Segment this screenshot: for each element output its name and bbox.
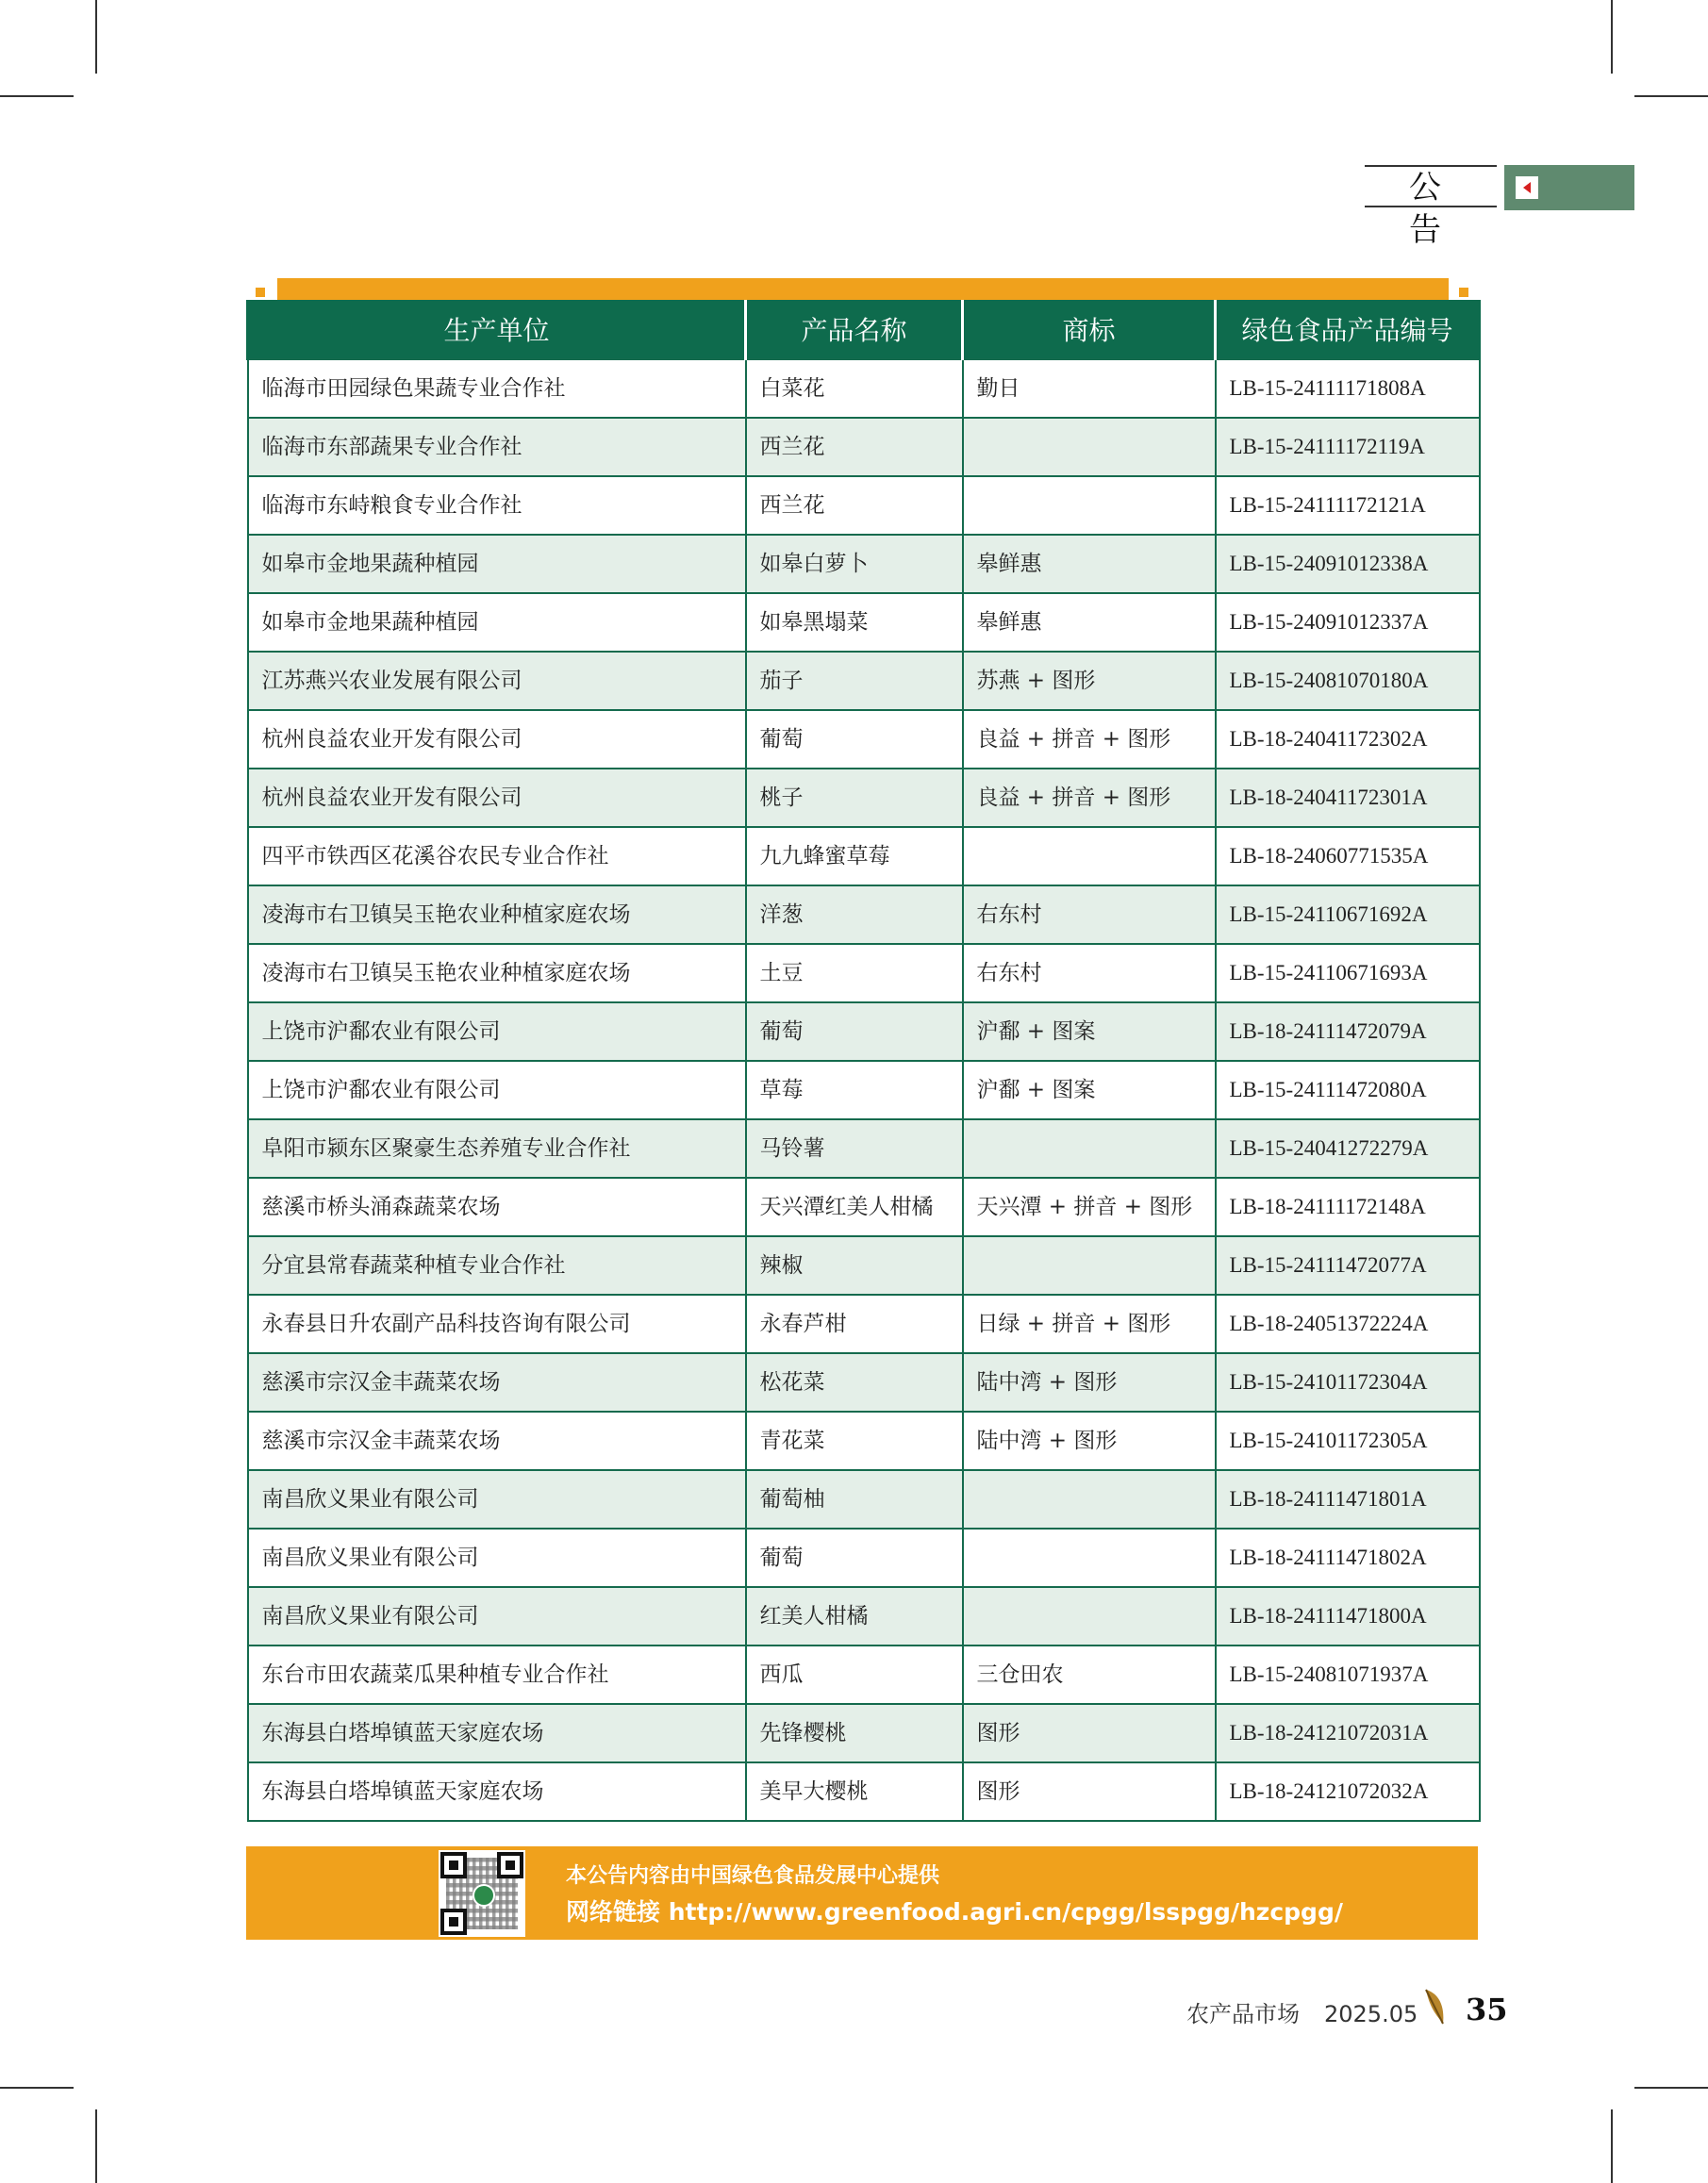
- header-product: 产品名称: [746, 300, 963, 359]
- cell-producer: 慈溪市宗汉金丰蔬菜农场: [248, 1353, 746, 1412]
- cell-product: 西兰花: [746, 476, 963, 535]
- cell-code: LB-15-24081070180A: [1216, 652, 1480, 710]
- cell-code: LB-18-24121072031A: [1216, 1704, 1480, 1762]
- cell-producer: 四平市铁西区花溪谷农民专业合作社: [248, 827, 746, 885]
- cell-product: 美早大樱桃: [746, 1762, 963, 1821]
- cell-product: 如皋白萝卜: [746, 535, 963, 593]
- table-row: [248, 1236, 1480, 1295]
- cell-product: 先锋樱桃: [746, 1704, 963, 1762]
- table-row: [248, 1470, 1480, 1529]
- cell-product: 九九蜂蜜草莓: [746, 827, 963, 885]
- table-row: [248, 885, 1480, 944]
- crop-mark: [0, 2087, 74, 2089]
- cell-producer: 东海县白塔埠镇蓝天家庭农场: [248, 1704, 746, 1762]
- cell-producer: 阜阳市颍东区聚豪生态养殖专业合作社: [248, 1119, 746, 1178]
- cell-code: LB-18-24060771535A: [1216, 827, 1480, 885]
- table-row: [248, 1002, 1480, 1061]
- cell-code: LB-15-24081071937A: [1216, 1646, 1480, 1704]
- cell-code: LB-15-24091012338A: [1216, 535, 1480, 593]
- table-row: [248, 944, 1480, 1002]
- cell-producer: 如皋市金地果蔬种植园: [248, 535, 746, 593]
- qr-code-icon: [439, 1850, 525, 1937]
- cell-code: LB-18-24121072032A: [1216, 1762, 1480, 1821]
- cell-trademark: [963, 1470, 1216, 1529]
- crop-mark: [95, 2109, 97, 2183]
- cell-producer: 凌海市右卫镇吴玉艳农业种植家庭农场: [248, 944, 746, 1002]
- table-row: [248, 359, 1480, 418]
- cell-code: LB-18-24041172301A: [1216, 769, 1480, 827]
- cell-trademark: 日绿 + 拼音 + 图形: [963, 1295, 1216, 1353]
- cell-product: 草莓: [746, 1061, 963, 1119]
- cell-trademark: 陆中湾 + 图形: [963, 1353, 1216, 1412]
- cell-producer: 永春县日升农副产品科技咨询有限公司: [248, 1295, 746, 1353]
- cell-code: LB-18-24111471802A: [1216, 1529, 1480, 1587]
- cell-producer: 江苏燕兴农业发展有限公司: [248, 652, 746, 710]
- cell-producer: 临海市田园绿色果蔬专业合作社: [248, 359, 746, 418]
- table-row: [248, 827, 1480, 885]
- cell-trademark: 勤日: [963, 359, 1216, 418]
- cell-producer: 东台市田农蔬菜瓜果种植专业合作社: [248, 1646, 746, 1704]
- table-row: [248, 418, 1480, 476]
- cell-trademark: 三仓田农: [963, 1646, 1216, 1704]
- section-title: 公 告: [1365, 165, 1497, 207]
- issue-number: 2025.05: [1324, 2001, 1418, 2027]
- cell-product: 葡萄柚: [746, 1470, 963, 1529]
- cell-product: 葡萄: [746, 1529, 963, 1587]
- cell-code: LB-15-24111172121A: [1216, 476, 1480, 535]
- page-number: 35: [1466, 1992, 1508, 2027]
- source-link[interactable]: 网络链接 http://www.greenfood.agri.cn/cpgg/lsspgg/hzcpgg/: [566, 1898, 1343, 1926]
- table-row: [248, 1178, 1480, 1236]
- cell-producer: 南昌欣义果业有限公司: [248, 1587, 746, 1646]
- cell-producer: 慈溪市宗汉金丰蔬菜农场: [248, 1412, 746, 1470]
- cell-code: LB-18-24111172148A: [1216, 1178, 1480, 1236]
- cell-trademark: 图形: [963, 1762, 1216, 1821]
- cell-producer: 慈溪市桥头涌森蔬菜农场: [248, 1178, 746, 1236]
- cell-product: 红美人柑橘: [746, 1587, 963, 1646]
- header-code: 绿色食品产品编号: [1216, 300, 1480, 359]
- cell-product: 马铃薯: [746, 1119, 963, 1178]
- cell-trademark: 良益 + 拼音 + 图形: [963, 710, 1216, 769]
- cell-product: 土豆: [746, 944, 963, 1002]
- crop-mark: [1634, 95, 1708, 97]
- crop-mark: [1611, 2109, 1613, 2183]
- crop-mark: [95, 0, 97, 74]
- cell-product: 桃子: [746, 769, 963, 827]
- cell-trademark: [963, 1529, 1216, 1587]
- cell-product: 青花菜: [746, 1412, 963, 1470]
- cell-product: 天兴潭红美人柑橘: [746, 1178, 963, 1236]
- cell-trademark: [963, 476, 1216, 535]
- table-row: [248, 769, 1480, 827]
- cell-code: LB-18-24051372224A: [1216, 1295, 1480, 1353]
- cell-product: 西兰花: [746, 418, 963, 476]
- cell-producer: 凌海市右卫镇吴玉艳农业种植家庭农场: [248, 885, 746, 944]
- cell-trademark: 皋鲜惠: [963, 535, 1216, 593]
- cell-product: 洋葱: [746, 885, 963, 944]
- cell-code: LB-15-24101172304A: [1216, 1353, 1480, 1412]
- header-trademark: 商标: [963, 300, 1216, 359]
- table-row: [248, 1119, 1480, 1178]
- cell-code: LB-15-24110671693A: [1216, 944, 1480, 1002]
- cell-trademark: [963, 1587, 1216, 1646]
- section-tab: [1365, 165, 1634, 249]
- crop-mark: [1634, 2087, 1708, 2089]
- cell-producer: 杭州良益农业开发有限公司: [248, 769, 746, 827]
- cell-trademark: 陆中湾 + 图形: [963, 1412, 1216, 1470]
- announcement-table: [246, 300, 1478, 1822]
- cell-producer: 东海县白塔埠镇蓝天家庭农场: [248, 1762, 746, 1821]
- cell-trademark: 良益 + 拼音 + 图形: [963, 769, 1216, 827]
- cell-code: LB-15-24111472077A: [1216, 1236, 1480, 1295]
- cell-product: 白菜花: [746, 359, 963, 418]
- cell-trademark: [963, 827, 1216, 885]
- cell-product: 葡萄: [746, 710, 963, 769]
- section-tab-bar: [1504, 165, 1634, 210]
- source-note: 本公告内容由中国绿色食品发展中心提供: [566, 1864, 940, 1888]
- cell-trademark: 图形: [963, 1704, 1216, 1762]
- cell-trademark: 右东村: [963, 885, 1216, 944]
- cell-code: LB-15-24111172119A: [1216, 418, 1480, 476]
- table-row: [248, 476, 1480, 535]
- cell-producer: 临海市东部蔬果专业合作社: [248, 418, 746, 476]
- cell-trademark: [963, 418, 1216, 476]
- frame-corner: [256, 288, 265, 297]
- cell-product: 松花菜: [746, 1353, 963, 1412]
- frame-top-band: [277, 278, 1449, 301]
- cell-code: LB-15-24101172305A: [1216, 1412, 1480, 1470]
- table-row: [248, 1646, 1480, 1704]
- cell-code: LB-18-24111471800A: [1216, 1587, 1480, 1646]
- cell-product: 辣椒: [746, 1236, 963, 1295]
- arrow-left-icon: [1516, 176, 1538, 199]
- leaf-icon: [1422, 1988, 1449, 2026]
- cell-product: 永春芦柑: [746, 1295, 963, 1353]
- cell-trademark: [963, 1119, 1216, 1178]
- table-row: [248, 535, 1480, 593]
- cell-code: LB-18-24111472079A: [1216, 1002, 1480, 1061]
- cell-code: LB-15-24041272279A: [1216, 1119, 1480, 1178]
- table-row: [248, 593, 1480, 652]
- table-row: [248, 1587, 1480, 1646]
- page-footer: [1186, 1995, 1418, 2028]
- cell-producer: 上饶市沪鄱农业有限公司: [248, 1061, 746, 1119]
- cell-producer: 上饶市沪鄱农业有限公司: [248, 1002, 746, 1061]
- crop-mark: [1611, 0, 1613, 74]
- table-row: [248, 652, 1480, 710]
- cell-producer: 南昌欣义果业有限公司: [248, 1529, 746, 1587]
- cell-producer: 南昌欣义果业有限公司: [248, 1470, 746, 1529]
- header-producer: 生产单位: [248, 300, 746, 359]
- cell-producer: 分宜县常春蔬菜种植专业合作社: [248, 1236, 746, 1295]
- table-row: [248, 1295, 1480, 1353]
- cell-trademark: 沪鄱 + 图案: [963, 1002, 1216, 1061]
- table-row: [248, 1704, 1480, 1762]
- cell-code: LB-15-24110671692A: [1216, 885, 1480, 944]
- cell-trademark: 皋鲜惠: [963, 593, 1216, 652]
- cell-trademark: 苏燕 + 图形: [963, 652, 1216, 710]
- cell-product: 西瓜: [746, 1646, 963, 1704]
- cell-trademark: [963, 1236, 1216, 1295]
- crop-mark: [0, 95, 74, 97]
- table-row: [248, 1529, 1480, 1587]
- journal-name: 农产品市场: [1186, 2001, 1300, 2027]
- table-row: [248, 1762, 1480, 1821]
- cell-code: LB-18-24041172302A: [1216, 710, 1480, 769]
- table-header-row: [248, 300, 1480, 359]
- frame-corner: [1459, 288, 1468, 297]
- table-row: [248, 1061, 1480, 1119]
- table-row: [248, 1353, 1480, 1412]
- cell-producer: 如皋市金地果蔬种植园: [248, 593, 746, 652]
- cell-product: 茄子: [746, 652, 963, 710]
- cell-code: LB-15-24111472080A: [1216, 1061, 1480, 1119]
- table-row: [248, 710, 1480, 769]
- cell-code: LB-15-24091012337A: [1216, 593, 1480, 652]
- table-row: [248, 1412, 1480, 1470]
- cell-trademark: 右东村: [963, 944, 1216, 1002]
- cell-code: LB-18-24111471801A: [1216, 1470, 1480, 1529]
- cell-trademark: 沪鄱 + 图案: [963, 1061, 1216, 1119]
- cell-producer: 杭州良益农业开发有限公司: [248, 710, 746, 769]
- cell-code: LB-15-24111171808A: [1216, 359, 1480, 418]
- cell-producer: 临海市东峙粮食专业合作社: [248, 476, 746, 535]
- cell-trademark: 天兴潭 + 拼音 + 图形: [963, 1178, 1216, 1236]
- cell-product: 葡萄: [746, 1002, 963, 1061]
- cell-product: 如皋黑塌菜: [746, 593, 963, 652]
